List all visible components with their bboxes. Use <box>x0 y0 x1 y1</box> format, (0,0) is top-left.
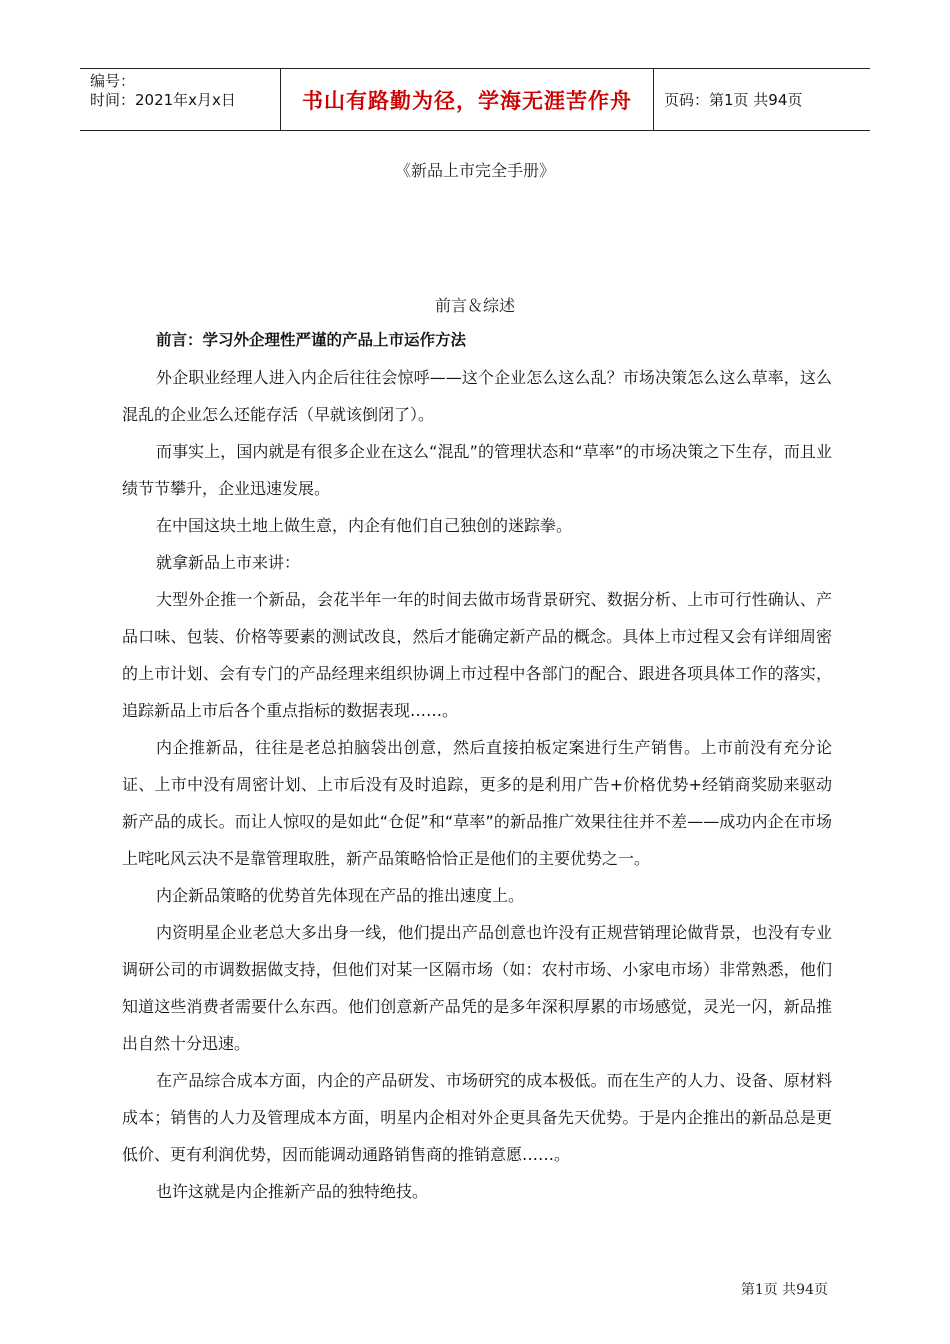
paragraph: 内资明星企业老总大多出身一线，他们提出产品创意也许没有正规营销理论做背景，也没有专业调研公司的市调数据做支持，但他们对某一区隔市场（如：农村市场、小家电市场）非常熟悉，他们知道这些消费者需要什么东西。他们创意新产品凭的是多年深积厚累的市场感觉，灵光一闪，新品推出自然十分迅速。 <box>122 923 832 1053</box>
paragraph: 也许这就是内企推新产品的独特绝技。 <box>156 1182 429 1201</box>
header-motto: 书山有路勤为径，学海无涯苦作舟 <box>281 69 654 130</box>
subheading: 前言：学习外企理性严谨的产品上市运作方法 <box>156 331 467 349</box>
paragraph: 在中国这块土地上做生意，内企有他们自己独创的迷踪拳。 <box>156 516 573 535</box>
paragraph: 就拿新品上市来讲： <box>156 553 301 572</box>
paragraph: 内企新品策略的优势首先体现在产品的推出速度上。 <box>156 886 525 905</box>
paragraph: 外企职业经理人进入内企后往往会惊呼——这个企业怎么这么乱？市场决策怎么这么草率，这么混乱的企业怎么还能存活（早就该倒闭了）。 <box>122 368 832 424</box>
page-header <box>80 68 870 131</box>
paragraph: 而事实上，国内就是有很多企业在这么“混乱”的管理状态和“草率”的市场决策之下生存，而且业绩节节攀升，企业迅速发展。 <box>122 442 832 498</box>
header-page-info: 页码：第1页 共94页 <box>664 91 803 109</box>
number-label: 编号： <box>90 72 136 90</box>
paragraph: 在产品综合成本方面，内企的产品研发、市场研究的成本极低。而在生产的人力、设备、原材料成本；销售的人力及管理成本方面，明星内企相对外企更具备先天优势。于是内企推出的新品总是更低价、更有利润优势，因而能调动通路销售商的推销意愿……。 <box>122 1071 832 1164</box>
section-title: 前言＆综述 <box>434 296 515 315</box>
document-body <box>122 322 832 1210</box>
document-title: 《新品上市完全手册》 <box>394 161 555 180</box>
time-label: 时间：2021年x月x日 <box>90 91 236 109</box>
page-footer: 第1页 共94页 <box>740 1282 828 1298</box>
paragraph: 内企推新品，往往是老总拍脑袋出创意，然后直接拍板定案进行生产销售。上市前没有充分论证、上市中没有周密计划、上市后没有及时追踪，更多的是利用广告+价格优势+经销商奖励来驱动新产品的成长。而让人惊叹的是如此“仓促”和“草率”的新品推广效果往往并不差——成功内企在市场上咤叱风云决不是靠管理取胜，新产品策略恰恰正是他们的主要优势之一。 <box>122 738 832 868</box>
paragraph: 大型外企推一个新品，会花半年一年的时间去做市场背景研究、数据分析、上市可行性确认、产品口味、包装、价格等要素的测试改良，然后才能确定新产品的概念。具体上市过程又会有详细周密的上市计划、会有专门的产品经理来组织协调上市过程中各部门的配合、跟进各项具体工作的落实，追踪新品上市后各个重点指标的数据表现……。 <box>122 590 832 720</box>
header-meta <box>80 69 281 130</box>
